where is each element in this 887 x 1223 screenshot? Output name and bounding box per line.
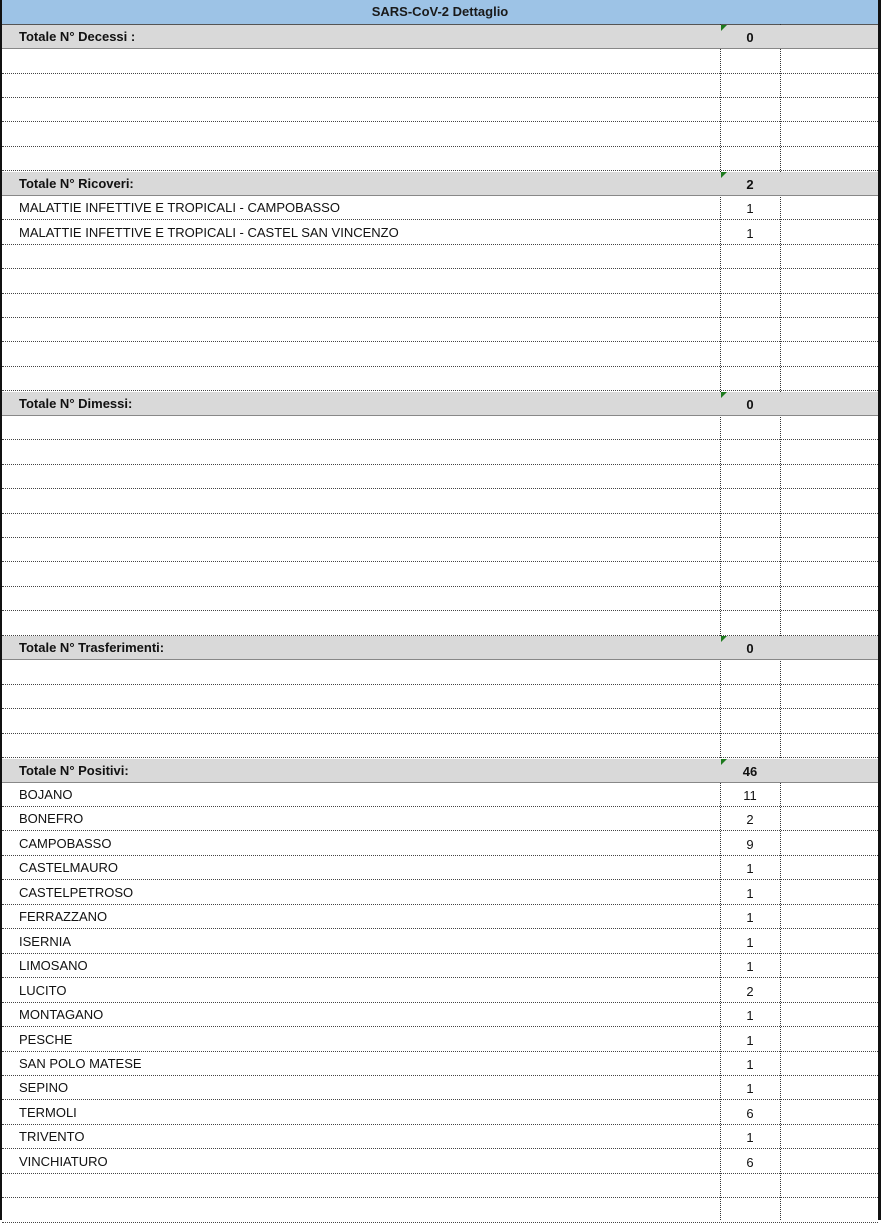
empty-row[interactable] [2, 1199, 878, 1223]
item-value: 1 [746, 1056, 754, 1072]
empty-row[interactable] [2, 416, 878, 440]
cell-comment-flag-icon [721, 759, 727, 765]
item-name: CASTELPETROSO [19, 884, 134, 900]
table-row[interactable] [2, 954, 878, 978]
table-row[interactable] [2, 1028, 878, 1052]
item-name: FERRAZZANO [19, 909, 108, 925]
empty-row[interactable] [2, 441, 878, 465]
section-total: 0 [746, 396, 754, 412]
table-row[interactable] [2, 832, 878, 856]
empty-row[interactable] [2, 490, 878, 514]
item-value: 2 [746, 812, 754, 828]
item-name: MALATTIE INFETTIVE E TROPICALI - CAMPOBASSO [19, 200, 340, 216]
empty-row[interactable] [2, 270, 878, 294]
section-header[interactable] [2, 759, 878, 783]
empty-row[interactable] [2, 661, 878, 685]
item-name: PESCHE [19, 1031, 73, 1047]
section-header[interactable] [2, 392, 878, 416]
item-value: 1 [746, 201, 754, 217]
item-value: 1 [746, 1130, 754, 1146]
item-value: 1 [746, 910, 754, 926]
item-value: 1 [746, 1032, 754, 1048]
item-name: BOJANO [19, 787, 73, 802]
section-header[interactable] [2, 25, 878, 49]
section-total: 2 [746, 176, 754, 192]
cell-comment-flag-icon [721, 25, 727, 31]
empty-row[interactable] [2, 294, 878, 318]
item-name: TRIVENTO [19, 1129, 85, 1145]
table-row[interactable] [2, 1052, 878, 1076]
item-name: VINCHIATURO [19, 1153, 108, 1169]
empty-row[interactable] [2, 685, 878, 709]
item-value: 6 [746, 1105, 754, 1121]
table-row[interactable] [2, 905, 878, 929]
item-value: 9 [746, 836, 754, 852]
table-row[interactable] [2, 196, 878, 220]
table-row[interactable] [2, 783, 878, 807]
item-name: MONTAGANO [19, 1007, 104, 1022]
table-row[interactable] [2, 979, 878, 1003]
item-value: 1 [746, 1008, 754, 1023]
table-row[interactable] [2, 807, 878, 831]
empty-row[interactable] [2, 98, 878, 122]
table-row[interactable] [2, 221, 878, 245]
empty-row[interactable] [2, 734, 878, 758]
table-row[interactable] [2, 1125, 878, 1149]
item-value: 1 [746, 1081, 754, 1097]
item-name: SAN POLO MATESE [19, 1055, 142, 1071]
table-row[interactable] [2, 881, 878, 905]
empty-row[interactable] [2, 1174, 878, 1198]
section-label: Totale N° Dimessi: [19, 395, 133, 411]
item-value: 2 [746, 983, 754, 999]
sheet-title: SARS-CoV-2 Dettaglio [2, 0, 878, 25]
item-name: ISERNIA [19, 933, 72, 949]
section-label: Totale N° Positivi: [19, 762, 129, 778]
empty-row[interactable] [2, 147, 878, 171]
item-value: 1 [746, 885, 754, 901]
item-value: 1 [746, 225, 754, 241]
section-label: Totale N° Ricoveri: [19, 175, 134, 191]
section-header[interactable] [2, 172, 878, 196]
empty-row[interactable] [2, 563, 878, 587]
section-header[interactable] [2, 636, 878, 660]
empty-row[interactable] [2, 74, 878, 98]
table-row[interactable] [2, 1150, 878, 1174]
cell-comment-flag-icon [721, 172, 727, 178]
section-total: 0 [746, 30, 754, 45]
empty-row[interactable] [2, 367, 878, 391]
empty-row[interactable] [2, 612, 878, 636]
item-name: BONEFRO [19, 811, 84, 827]
item-name: TERMOLI [19, 1104, 77, 1120]
empty-row[interactable] [2, 710, 878, 734]
empty-row[interactable] [2, 245, 878, 269]
cell-comment-flag-icon [721, 636, 727, 642]
section-total: 46 [742, 763, 758, 779]
table-row[interactable] [2, 1076, 878, 1100]
table-row[interactable] [2, 856, 878, 880]
section-label: Totale N° Decessi : [19, 29, 136, 44]
item-value: 11 [743, 788, 757, 803]
item-name: CAMPOBASSO [19, 835, 112, 851]
section-label: Totale N° Trasferimenti: [19, 640, 165, 656]
empty-row[interactable] [2, 123, 878, 147]
table-row[interactable] [2, 1003, 878, 1027]
empty-row[interactable] [2, 50, 878, 74]
item-value: 1 [746, 959, 754, 975]
empty-row[interactable] [2, 514, 878, 538]
table-row[interactable] [2, 1101, 878, 1125]
cell-comment-flag-icon [721, 392, 727, 398]
item-value: 1 [746, 861, 754, 877]
item-name: SEPINO [19, 1080, 69, 1096]
empty-row[interactable] [2, 587, 878, 611]
item-name: LIMOSANO [19, 958, 88, 974]
table-row[interactable] [2, 930, 878, 954]
empty-row[interactable] [2, 538, 878, 562]
item-value: 1 [746, 934, 754, 950]
section-total: 0 [746, 641, 754, 657]
item-name: MALATTIE INFETTIVE E TROPICALI - CASTEL SAN VINCENZO [19, 224, 399, 240]
item-name: CASTELMAURO [19, 860, 118, 876]
item-name: LUCITO [19, 982, 67, 998]
empty-row[interactable] [2, 465, 878, 489]
empty-row[interactable] [2, 343, 878, 367]
empty-row[interactable] [2, 318, 878, 342]
item-value: 6 [746, 1154, 754, 1170]
